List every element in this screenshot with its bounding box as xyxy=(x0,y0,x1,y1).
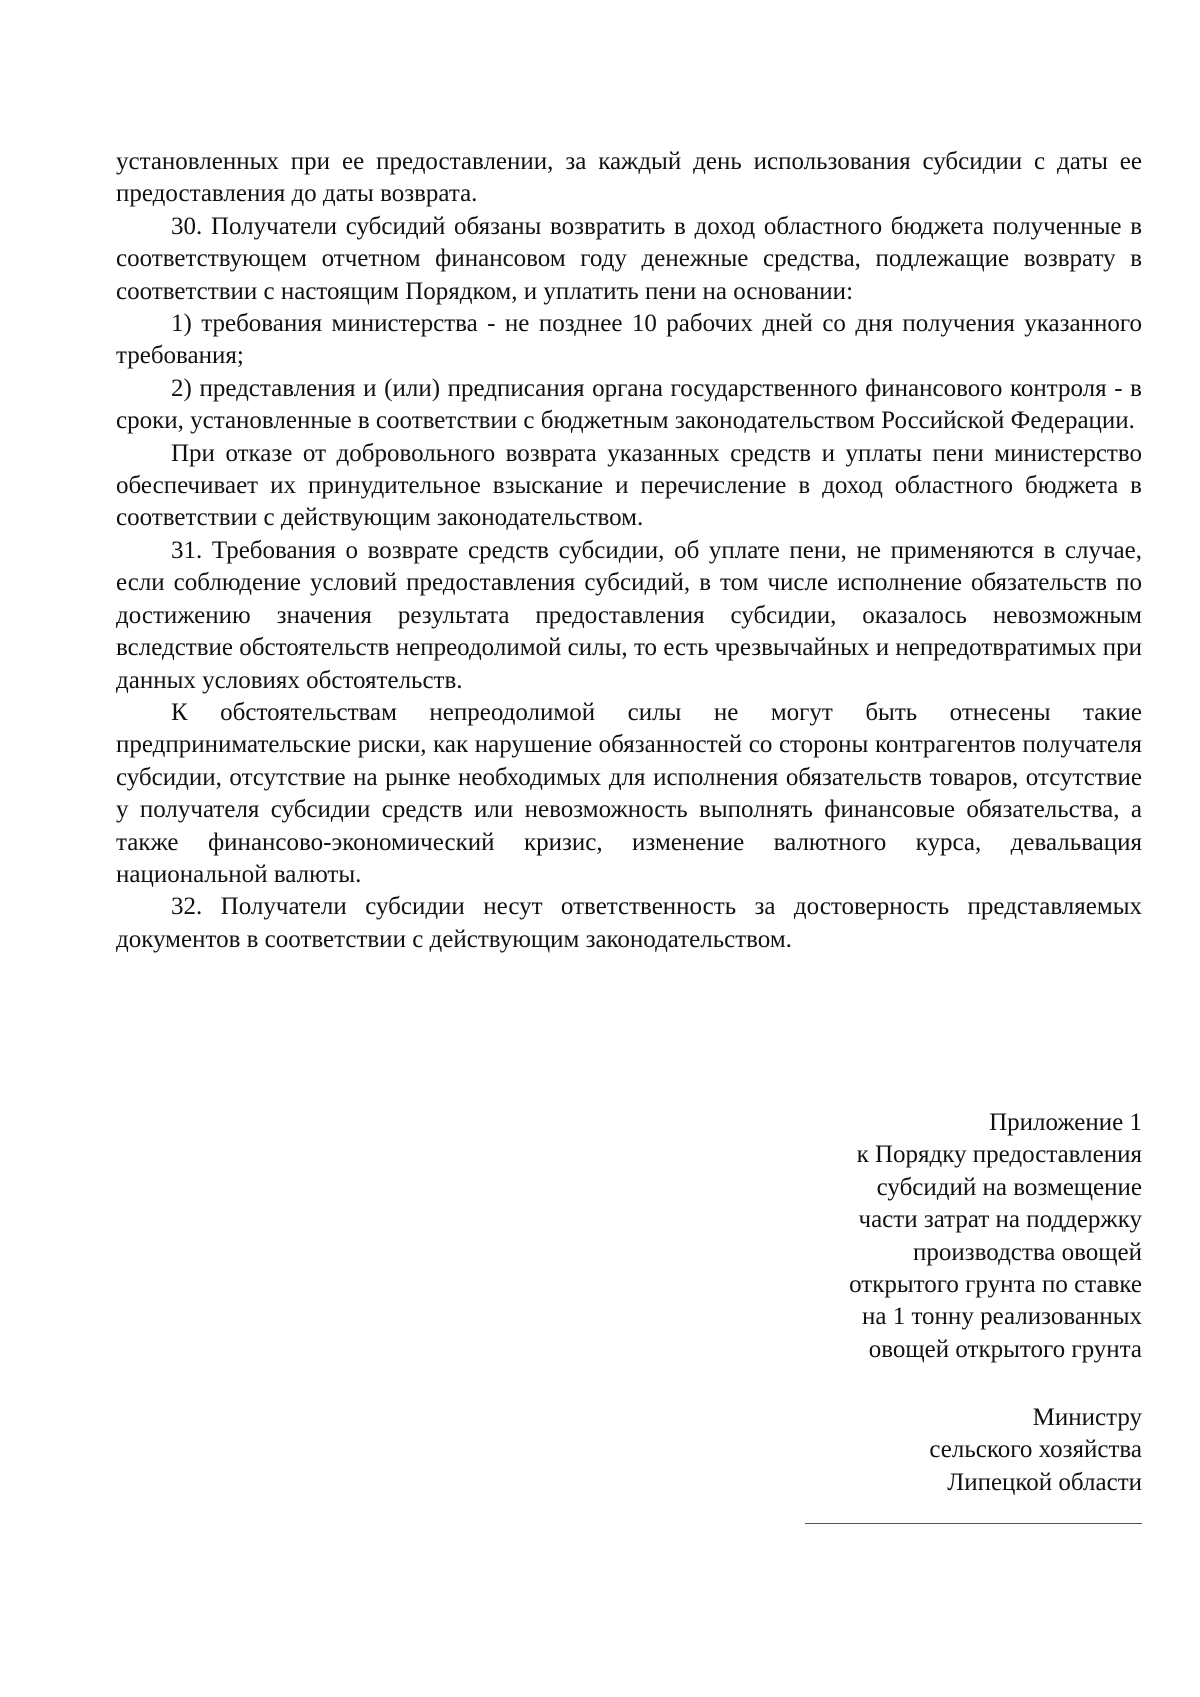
paragraph-item-30-1: 1) требования министерства - не позднее 10 рабочих дней со дня получения указанного требования; xyxy=(116,310,1142,370)
appendix-line: овощей открытого грунта xyxy=(868,1335,1142,1363)
appendix-line: производства овощей xyxy=(913,1238,1142,1266)
appendix-line: части затрат на поддержку xyxy=(858,1206,1142,1234)
paragraph-refusal: При отказе от добровольного возврата указанных средств и уплаты пени министерство обеспечивает их принудительное взыскание и перечисление в доход областного бюджета в соответствии с действующим законодательством. xyxy=(116,439,1142,532)
appendix-line: Приложение 1 xyxy=(989,1109,1142,1136)
appendix-line: к Порядку предоставления xyxy=(856,1141,1142,1169)
appendix-line: субсидий на возмещение xyxy=(876,1173,1142,1201)
paragraph-item-30-2: 2) представления и (или) предписания органа государственного финансового контроля - в сроки, установленные в соответствии с бюджетным законодательством Российской Федерации. xyxy=(116,374,1142,435)
paragraph-item-32: 32. Получатели субсидии несут ответственность за достоверность представляемых документов в соответствии с действующим законодательством. xyxy=(116,893,1142,953)
appendix-line: открытого грунта по ставке xyxy=(849,1271,1142,1299)
addressee-block xyxy=(702,1402,1142,1499)
document-body xyxy=(116,146,1142,956)
paragraph-force-majeure: К обстоятельствам непреодолимой силы не могут быть отнесены такие предпринимательские риски, как нарушение обязанностей со стороны контрагентов получателя субсидии, отсутствие на рынке необходимых для исполнения обязательств товаров, отсутствие у получателя субсидии средств или невозможность выполнять финансовые обязательства, а также финансово-экономический кризис, изменение валютного курса, девальвация национальной валюты. xyxy=(116,698,1142,888)
appendix-line: на 1 тонну реализованных xyxy=(861,1303,1142,1331)
paragraph-item-31: 31. Требования о возврате средств субсидии, об уплате пени, не применяются в случае, если соблюдение условий предоставления субсидий, в том числе исполнение обязательств по достижению значения результата предоставления субсидии, оказалось невозможным вследствие обстоятельств непреодолимой силы, то есть чрезвычайных и непредотвратимых при данных условиях обстоятельств. xyxy=(116,536,1142,694)
addressee-line: сельского хозяйства xyxy=(929,1436,1142,1464)
paragraph-item-30: 30. Получатели субсидий обязаны возвратить в доход областного бюджета полученные в соответствующем отчетном финансовом году денежные средства, подлежащие возврату в соответствии с настоящим Порядком, и уплатить пени на основании: xyxy=(116,212,1142,305)
addressee-line: Липецкой области xyxy=(947,1468,1142,1496)
appendix-heading xyxy=(702,1107,1142,1366)
paragraph-continuation: установленных при ее предоставлении, за каждый день использования субсидии с даты ее предоставления до даты возврата. xyxy=(116,148,1142,208)
addressee-line: Министру xyxy=(1032,1404,1142,1431)
blank-fill-line xyxy=(805,1523,1142,1524)
